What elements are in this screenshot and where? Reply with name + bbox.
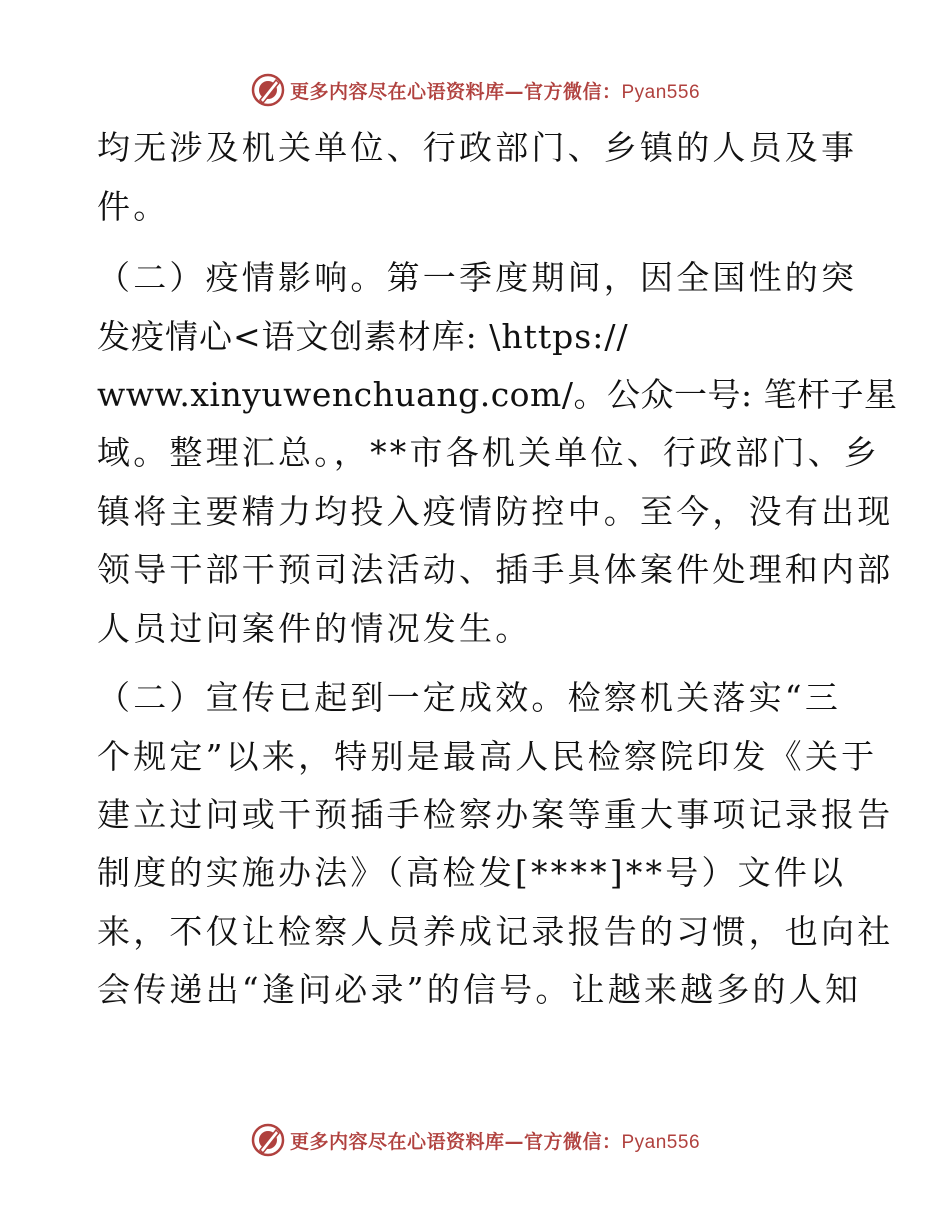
text-line: 件。: [97, 187, 170, 226]
text-line: 人员过问案件的情况发生。: [97, 609, 532, 648]
watermark-text: 更多内容尽在心语资料库—官方微信：Pyan556: [289, 1130, 701, 1153]
text-line: 个规定”以来，特别是最高人民检察院印发《关于: [97, 737, 878, 776]
text-line: （二）宣传已起到一定成效。检察机关落实“三: [97, 678, 842, 717]
text-line: 发疫情心<语文创素材库: \https://: [97, 317, 629, 356]
text-line: www.xinyuwenchuang.com/。公众一号: 笔杆子星: [97, 375, 898, 414]
pen-logo-icon: [250, 1122, 286, 1158]
text-line: 建立过问或干预插手检察办案等重大事项记录报告: [97, 795, 894, 834]
watermark-text: 更多内容尽在心语资料库—官方微信：Pyan556: [289, 80, 701, 103]
text-line: 来，不仅让检察人员养成记录报告的习惯，也向社: [97, 912, 894, 951]
watermark-wechat-id: Pyan556: [621, 81, 701, 103]
text-line: 均无涉及机关单位、行政部门、乡镇的人员及事: [97, 128, 858, 167]
text-line: 镇将主要精力均投入疫情防控中。至今，没有出现: [97, 492, 894, 531]
pen-logo-icon: [250, 72, 286, 108]
text-line: 域。整理汇总。，**市各机关单位、行政部门、乡: [97, 433, 881, 472]
text-line: 制度的实施办法》（高检发[****]**号）文件以: [97, 853, 847, 892]
watermark-wechat-id: Pyan556: [621, 1131, 701, 1153]
footer-watermark: [0, 1120, 950, 1160]
text-line: 会传递出“逢问必录”的信号。让越来越多的人知: [97, 970, 862, 1009]
text-line: 领导干部干预司法活动、插手具体案件处理和内部: [97, 550, 894, 589]
text-line: （二）疫情影响。第一季度期间，因全国性的突: [97, 258, 858, 297]
header-watermark: [0, 70, 950, 110]
